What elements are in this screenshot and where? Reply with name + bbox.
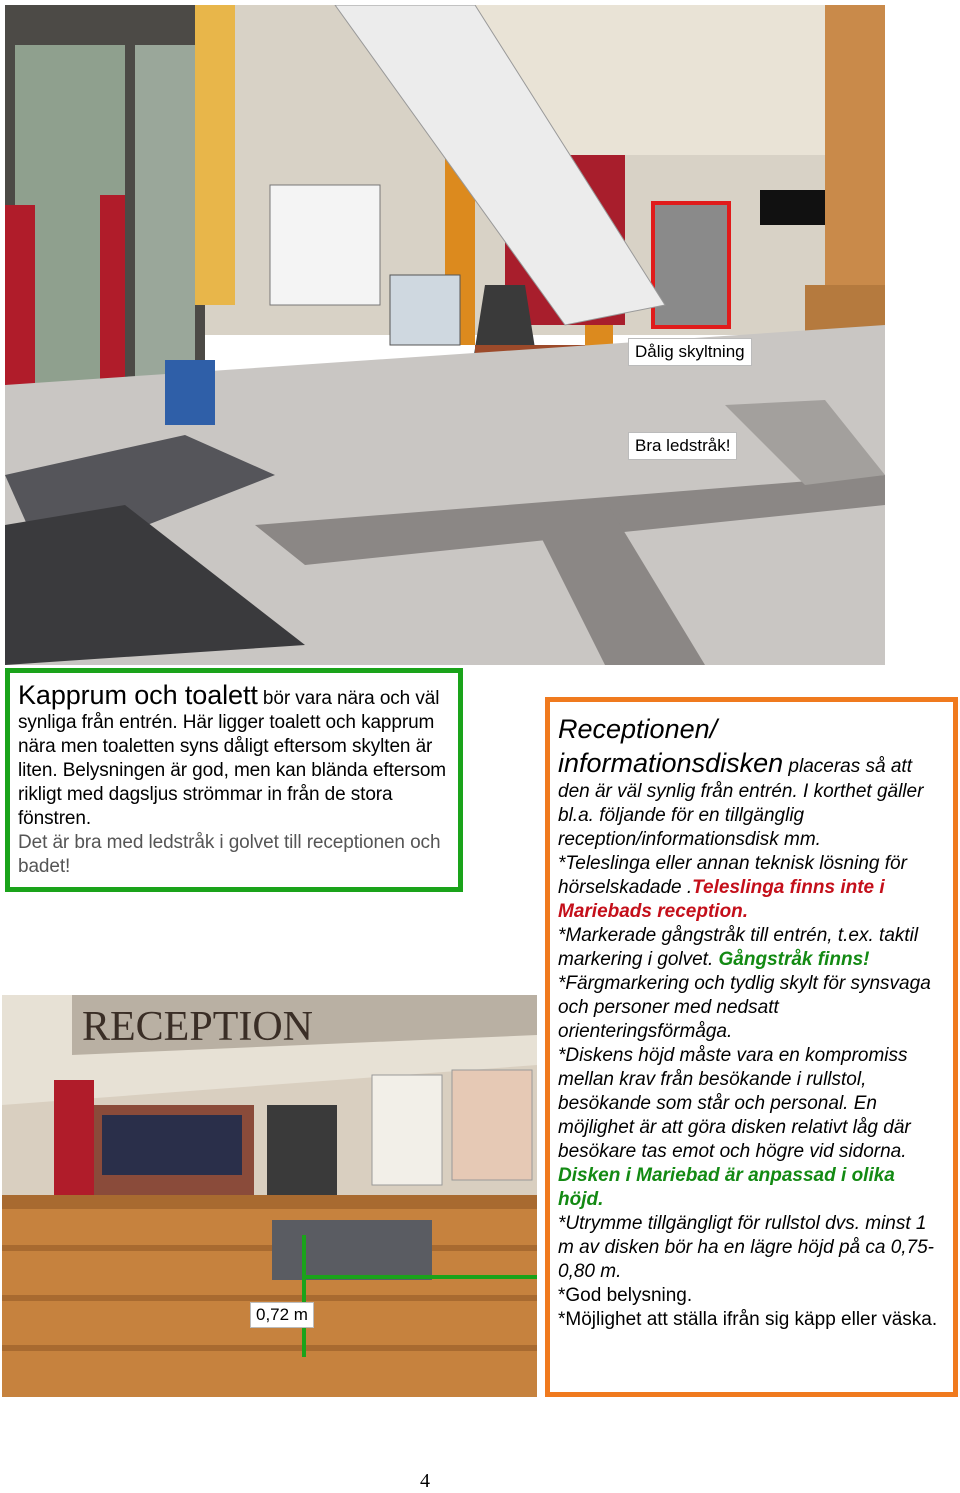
- item-hearing-loop: *Teleslinga eller annan teknisk lösning för hörselskadade .: [558, 853, 907, 898]
- counter-height-label: 0,72 m: [250, 1302, 314, 1328]
- cloakroom-toilet-textbox: [5, 668, 463, 892]
- item-walkway-note: Gångstråk finns!: [718, 949, 870, 970]
- item-hearing-loop-note: Teleslinga finns inte i Mariebads reception.: [558, 877, 885, 922]
- reception-sign: RECEPTION: [82, 1004, 313, 1050]
- reception-textbox: [545, 697, 958, 1397]
- item-color-marking: *Färgmarkering och tydlig skylt för synsvaga och personer med nedsatt orienteringsförmåga.: [558, 973, 931, 1042]
- cloakroom-text: bör vara nära och väl synliga från entrén. Här ligger toalett och kapprum nära men toaletten syns dåligt eftersom skylten är liten. Belysningen är god, men kan blända eftersom rikligt med dagsljus strömmar in från de stora fönstren.: [18, 688, 447, 829]
- reception-intro: placeras så att den är väl synlig från entrén. I korthet gäller bl.a. följande för en tillgänglig reception/informationsdisk mm.: [558, 756, 924, 850]
- page-number: 4: [420, 1470, 430, 1492]
- item-cane-bag: *Möjlighet att ställa ifrån sig käpp eller väska.: [558, 1309, 938, 1330]
- reception-photo: [2, 995, 537, 1397]
- item-desk-height-note: Disken i Mariebad är anpassad i olika höjd.: [558, 1165, 895, 1210]
- guidance-text: Det är bra med ledstråk i golvet till receptionen och badet!: [18, 832, 441, 877]
- item-lighting: *God belysning.: [558, 1285, 693, 1306]
- cloakroom-heading: Kapprum och toalett: [18, 680, 258, 710]
- item-walkway: *Markerade gångstråk till entrén, t.ex. taktil markering i golvet.: [558, 925, 919, 970]
- item-wheelchair-space: *Utrymme tillgängligt för rullstol dvs. minst 1 m av disken bör ha en lägre höjd på ca 0,75-0,80 m.: [558, 1213, 935, 1282]
- item-desk-height: *Diskens höjd måste vara en kompromiss mellan krav från besökande i rullstol, besökande som står och personal. En möjlighet är att göra disken relativt låg där besökare tas emot och högre vid sidorna.: [558, 1045, 911, 1162]
- lobby-photo: [5, 5, 885, 665]
- bad-signage-callout: Dålig skyltning: [628, 338, 752, 366]
- good-guidance-callout: Bra ledstråk!: [628, 432, 737, 460]
- reception-heading: Receptionen/ informationsdisken: [558, 714, 784, 778]
